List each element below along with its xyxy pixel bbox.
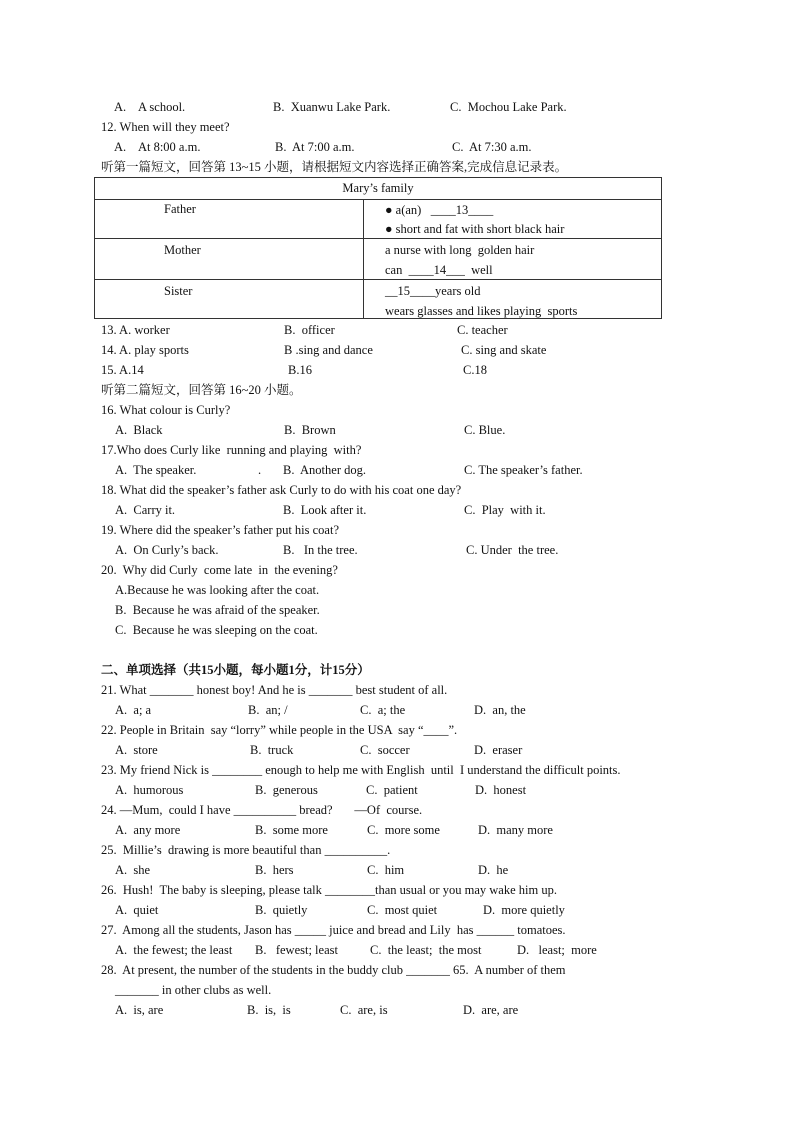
q25-option-d: D. he — [478, 863, 509, 877]
q18-option-b: B. Look after it. — [283, 503, 367, 517]
q17-stray-mark: . — [258, 463, 262, 477]
q15-option-b: B.16 — [288, 363, 312, 377]
section-listening-1-instruction: 听第一篇短文，回答第 13~15 小题，请根据短文内容选择正确答案,完成信息记录表。 — [101, 160, 568, 174]
q20-option-a: A.Because he was looking after the coat. — [115, 583, 320, 597]
q16-option-c: C. Blue. — [464, 423, 506, 437]
q25-option-c: C. him — [367, 863, 405, 877]
q12-question: 12. When will they meet? — [101, 120, 230, 134]
q22-option-b: B. truck — [250, 743, 294, 757]
section-listening-2-instruction: 听第二篇短文，回答第 16~20 小题。 — [101, 383, 302, 397]
info-table — [94, 177, 662, 319]
q27-option-a: A. the fewest; the least — [115, 943, 233, 957]
q23-option-b: B. generous — [255, 783, 318, 797]
table-row-sister-line2: wears glasses and likes playing sports — [385, 304, 578, 318]
q17-question: 17.Who does Curly like running and playing with? — [101, 443, 362, 457]
q27-option-b: B. fewest; least — [255, 943, 338, 957]
q14-option-b: B .sing and dance — [284, 343, 373, 357]
q18-option-c: C. Play with it. — [464, 503, 546, 517]
q28-question: 28. At present, the number of the students in the buddy club _______ 65. A number of them — [101, 963, 566, 977]
section-2-heading: 二、单项选择（共15小题，每小题1分，计15分） — [101, 663, 370, 677]
q21-option-c: C. a; the — [360, 703, 406, 717]
q14-question: 14. A. play sports — [101, 343, 189, 357]
q22-option-c: C. soccer — [360, 743, 410, 757]
q28-question-continued: _______ in other clubs as well. — [115, 983, 272, 997]
q28-option-d: D. are, are — [463, 1003, 519, 1017]
q24-option-a: A. any more — [115, 823, 181, 837]
q25-option-a: A. she — [115, 863, 151, 877]
q16-question: 16. What colour is Curly? — [101, 403, 231, 417]
q28-option-c: C. are, is — [340, 1003, 388, 1017]
q19-question: 19. Where did the speaker’s father put his coat? — [101, 523, 339, 537]
table-row-father-line2: ● short and fat with short black hair — [385, 222, 565, 236]
table-row-sister-label: Sister — [164, 284, 193, 298]
q11-option-a: A. A school. — [114, 100, 186, 114]
q17-option-b: B. Another dog. — [283, 463, 366, 477]
q19-option-b: B. In the tree. — [283, 543, 358, 557]
q17-option-c: C. The speaker’s father. — [464, 463, 583, 477]
q27-question: 27. Among all the students, Jason has _____ juice and bread and Lily has ______ tomatoes. — [101, 923, 566, 937]
table-title: Mary’s family — [342, 181, 414, 195]
q26-option-a: A. quiet — [115, 903, 159, 917]
q24-option-b: B. some more — [255, 823, 328, 837]
q18-option-a: A. Carry it. — [115, 503, 176, 517]
q14-option-c: C. sing and skate — [461, 343, 547, 357]
q16-option-a: A. Black — [115, 423, 163, 437]
q24-question: 24. —Mum, could I have __________ bread? —Of course. — [101, 803, 423, 817]
q22-option-d: D. eraser — [474, 743, 523, 757]
q17-option-a: A. The speaker. — [115, 463, 197, 477]
q20-question: 20. Why did Curly come late in the evening? — [101, 563, 338, 577]
q26-option-d: D. more quietly — [483, 903, 565, 917]
q12-option-a: A. At 8:00 a.m. — [114, 140, 201, 154]
q27-option-c: C. the least; the most — [370, 943, 482, 957]
q21-option-a: A. a; a — [115, 703, 152, 717]
q23-option-d: D. honest — [475, 783, 527, 797]
q26-option-c: C. most quiet — [367, 903, 438, 917]
q22-option-a: A. store — [115, 743, 158, 757]
q21-question: 21. What _______ honest boy! And he is _______ best student of all. — [101, 683, 448, 697]
q23-question: 23. My friend Nick is ________ enough to help me with English until I understand the difficult points. — [101, 763, 621, 777]
table-row-mother-label: Mother — [164, 243, 201, 257]
q26-option-b: B. quietly — [255, 903, 308, 917]
q12-option-b: B. At 7:00 a.m. — [275, 140, 355, 154]
q26-question: 26. Hush! The baby is sleeping, please talk ________than usual or you may wake him up. — [101, 883, 557, 897]
table-row-father-line1: ● a(an) ____13____ — [385, 203, 494, 217]
q11-option-b: B. Xuanwu Lake Park. — [273, 100, 391, 114]
q21-option-d: D. an, the — [474, 703, 526, 717]
q22-question: 22. People in Britain say “lorry” while people in the USA say “____”. — [101, 723, 458, 737]
q20-option-b: B. Because he was afraid of the speaker. — [115, 603, 320, 617]
q19-option-a: A. On Curly’s back. — [115, 543, 219, 557]
q15-option-c: C.18 — [463, 363, 487, 377]
q19-option-c: C. Under the tree. — [466, 543, 559, 557]
q27-option-d: D. least; more — [517, 943, 597, 957]
q12-option-c: C. At 7:30 a.m. — [452, 140, 532, 154]
q18-question: 18. What did the speaker’s father ask Curly to do with his coat one day? — [101, 483, 462, 497]
table-row-mother-line2: can ____14___ well — [385, 263, 493, 277]
q24-option-d: D. many more — [478, 823, 553, 837]
q20-option-c: C. Because he was sleeping on the coat. — [115, 623, 318, 637]
q24-option-c: C. more some — [367, 823, 440, 837]
q13-question: 13. A. worker — [101, 323, 170, 337]
table-row-sister-line1: __15____years old — [385, 284, 481, 298]
q23-option-a: A. humorous — [115, 783, 184, 797]
q28-option-a: A. is, are — [115, 1003, 164, 1017]
q13-option-c: C. teacher — [457, 323, 508, 337]
q25-question: 25. Millie’s drawing is more beautiful than __________. — [101, 843, 391, 857]
q13-option-b: B. officer — [284, 323, 335, 337]
q28-option-b: B. is, is — [247, 1003, 291, 1017]
table-row-father-label: Father — [164, 202, 196, 216]
q15-question: 15. A.14 — [101, 363, 144, 377]
table-row-mother-line1: a nurse with long golden hair — [385, 243, 535, 257]
q16-option-b: B. Brown — [284, 423, 336, 437]
q23-option-c: C. patient — [366, 783, 418, 797]
q25-option-b: B. hers — [255, 863, 294, 877]
q11-option-c: C. Mochou Lake Park. — [450, 100, 567, 114]
q21-option-b: B. an; / — [248, 703, 288, 717]
